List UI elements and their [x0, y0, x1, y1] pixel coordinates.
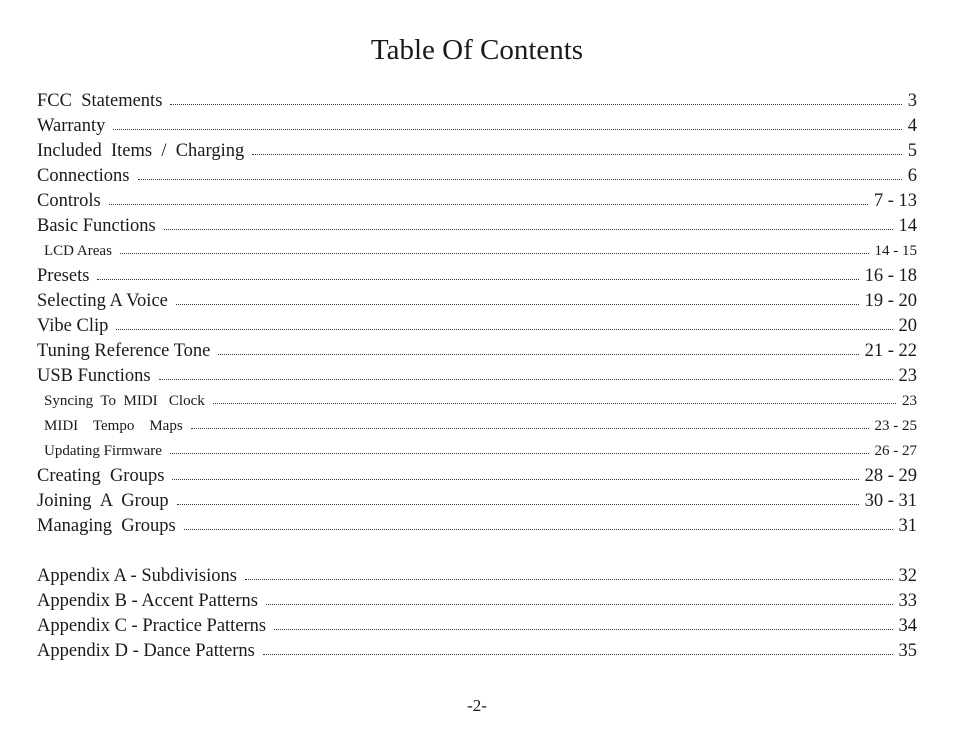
toc-entry	[37, 639, 917, 664]
dot-leader	[113, 125, 901, 130]
toc-entry	[37, 464, 917, 489]
toc-entry-title: Creating Groups	[37, 466, 165, 486]
toc-entry-page: 32	[898, 566, 917, 586]
toc-entry-page: 7 - 13	[873, 191, 917, 211]
dot-leader	[164, 225, 893, 230]
dot-leader	[245, 575, 893, 580]
dot-leader	[213, 399, 896, 404]
toc-entry-title: Connections	[37, 166, 130, 186]
toc-entry	[37, 589, 917, 614]
toc-entry-title: Basic Functions	[37, 216, 156, 236]
toc-entry	[37, 489, 917, 514]
toc-entry	[37, 389, 917, 414]
dot-leader	[120, 249, 869, 254]
dot-leader	[138, 175, 902, 180]
table-of-contents	[37, 89, 917, 664]
toc-entry-title: Updating Firmware	[44, 443, 162, 459]
toc-entry	[37, 114, 917, 139]
toc-entry	[37, 89, 917, 114]
toc-entry-page: 35	[898, 641, 917, 661]
toc-entry-page: 33	[898, 591, 917, 611]
dot-leader	[252, 150, 902, 155]
toc-entry-page: 16 - 18	[864, 266, 917, 286]
toc-entry-page: 34	[898, 616, 917, 636]
toc-entry-page: 20	[898, 316, 917, 336]
toc-entry-title: Syncing To MIDI Clock	[44, 393, 205, 409]
toc-entry	[37, 289, 917, 314]
toc-entry-title: Included Items / Charging	[37, 141, 245, 161]
toc-entry-page: 31	[898, 516, 917, 536]
toc-entry-title: Selecting A Voice	[37, 291, 168, 311]
toc-entry	[37, 339, 917, 364]
toc-entry	[37, 239, 917, 264]
toc-entry-page: 28 - 29	[864, 466, 917, 486]
dot-leader	[170, 449, 869, 454]
toc-entry-page: 6	[907, 166, 917, 186]
dot-leader	[159, 375, 893, 380]
dot-leader	[274, 625, 892, 630]
dot-leader	[109, 200, 868, 205]
toc-entry	[37, 189, 917, 214]
toc-entry-page: 19 - 20	[864, 291, 917, 311]
toc-entry-page: 30 - 31	[864, 491, 917, 511]
dot-leader	[172, 475, 858, 480]
toc-entry-title: LCD Areas	[44, 243, 112, 259]
toc-entry	[37, 314, 917, 339]
toc-entry-title: Warranty	[37, 116, 106, 136]
toc-entry-title: MIDI Tempo Maps	[44, 418, 183, 434]
toc-entry	[37, 614, 917, 639]
toc-entry-title: Appendix B - Accent Patterns	[37, 591, 258, 611]
dot-leader	[191, 424, 869, 429]
toc-entry-title: Joining A Group	[37, 491, 169, 511]
toc-entry-page: 3	[907, 91, 917, 111]
toc-entry-title: Appendix A - Subdivisions	[37, 566, 237, 586]
toc-entry-page: 5	[907, 141, 917, 161]
toc-entry-title: Managing Groups	[37, 516, 176, 536]
toc-entry	[37, 214, 917, 239]
toc-entry	[37, 414, 917, 439]
toc-entry-page: 14	[898, 216, 917, 236]
dot-leader	[116, 325, 892, 330]
toc-entry-title: Vibe Clip	[37, 316, 109, 336]
toc-entry-title: Tuning Reference Tone	[37, 341, 211, 361]
toc-entry	[37, 264, 917, 289]
toc-entry-page: 23	[902, 393, 917, 409]
toc-entry-page: 21 - 22	[864, 341, 917, 361]
toc-entry-page: 23	[898, 366, 917, 386]
toc-entry	[37, 439, 917, 464]
toc-entry-page: 4	[907, 116, 917, 136]
dot-leader	[170, 100, 901, 105]
toc-entry-title: FCC Statements	[37, 91, 163, 111]
toc-entry-title: Appendix D - Dance Patterns	[37, 641, 255, 661]
toc-entry-title: Controls	[37, 191, 101, 211]
toc-entry-page: 23 - 25	[874, 418, 917, 434]
page-title: Table Of Contents	[370, 34, 584, 66]
toc-entry-title: USB Functions	[37, 366, 151, 386]
toc-entry	[37, 139, 917, 164]
dot-leader	[184, 525, 893, 530]
toc-entry	[37, 164, 917, 189]
toc-entry-page: 26 - 27	[874, 443, 917, 459]
toc-entry-title: Appendix C - Practice Patterns	[37, 616, 267, 636]
toc-entry	[37, 564, 917, 589]
dot-leader	[266, 600, 893, 605]
page-number: -2-	[467, 696, 487, 715]
dot-leader	[177, 500, 859, 505]
dot-leader	[263, 650, 893, 655]
dot-leader	[97, 275, 858, 280]
toc-entry-title: Presets	[37, 266, 90, 286]
toc-entry	[37, 364, 917, 389]
dot-leader	[176, 300, 859, 305]
toc-entry	[37, 514, 917, 539]
toc-entry-page: 14 - 15	[874, 243, 917, 259]
dot-leader	[218, 350, 858, 355]
